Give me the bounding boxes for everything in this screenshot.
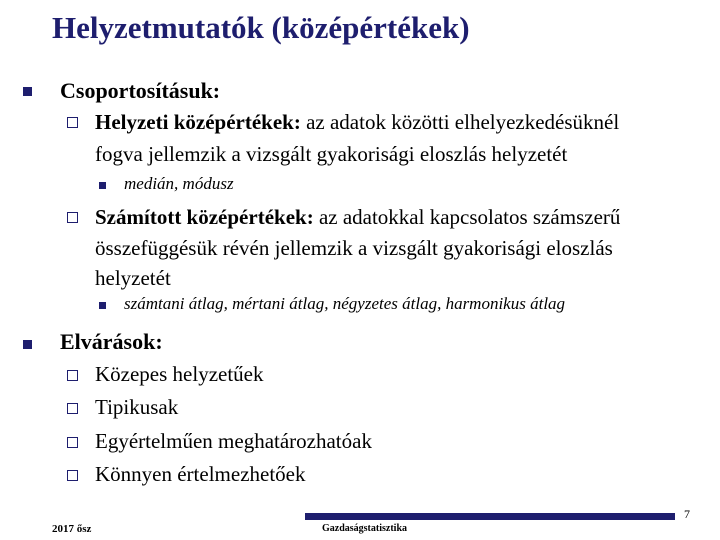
item-text: az adatokkal kapcsolatos számszerű bbox=[313, 205, 621, 229]
slide-title: Helyzetmutatók (középértékek) bbox=[52, 10, 470, 45]
bullet-hollow-square-icon bbox=[67, 212, 78, 223]
list-item-continuation: fogva jellemzik a vizsgált gyakorisági eloszlás helyzetét bbox=[95, 142, 568, 166]
bullet-small-square-icon bbox=[99, 182, 106, 189]
term-positional-means: Helyzeti középértékek: bbox=[95, 110, 301, 134]
list-item: Egyértelműen meghatározhatóak bbox=[95, 429, 372, 453]
list-item-continuation: helyzetét bbox=[95, 266, 171, 290]
list-item-calculated-means bbox=[95, 204, 620, 230]
list-item: Tipikusak bbox=[95, 395, 179, 419]
section-heading-expectations: Elvárások: bbox=[60, 329, 163, 354]
bullet-hollow-square-icon bbox=[67, 470, 78, 481]
list-item: Könnyen értelmezhetőek bbox=[95, 462, 306, 486]
sub-item-averages: számtani átlag, mértani átlag, négyzetes átlag, harmonikus átlag bbox=[124, 294, 566, 313]
bullet-square-icon bbox=[23, 87, 32, 96]
footer-date: 2017 ősz bbox=[52, 523, 92, 535]
bullet-hollow-square-icon bbox=[67, 370, 78, 381]
sub-item-median-mode: medián, módusz bbox=[124, 174, 234, 193]
bullet-small-square-icon bbox=[99, 302, 106, 309]
footer-course-name: Gazdaságstatisztika bbox=[322, 523, 407, 534]
bullet-hollow-square-icon bbox=[67, 403, 78, 414]
item-text: az adatok közötti elhelyezkedésüknél bbox=[300, 110, 620, 134]
bullet-square-icon bbox=[23, 340, 32, 349]
page-number: 7 bbox=[684, 507, 690, 521]
list-item-continuation: összefüggésük révén jellemzik a vizsgált gyakorisági eloszlás bbox=[95, 236, 613, 260]
bullet-hollow-square-icon bbox=[67, 437, 78, 448]
term-calculated-means: Számított középértékek: bbox=[95, 205, 314, 229]
list-item: Közepes helyzetűek bbox=[95, 362, 264, 386]
list-item-positional-means bbox=[95, 109, 619, 135]
bullet-hollow-square-icon bbox=[67, 117, 78, 128]
section-heading-grouping: Csoportosításuk: bbox=[60, 78, 221, 103]
footer-divider bbox=[305, 513, 675, 520]
